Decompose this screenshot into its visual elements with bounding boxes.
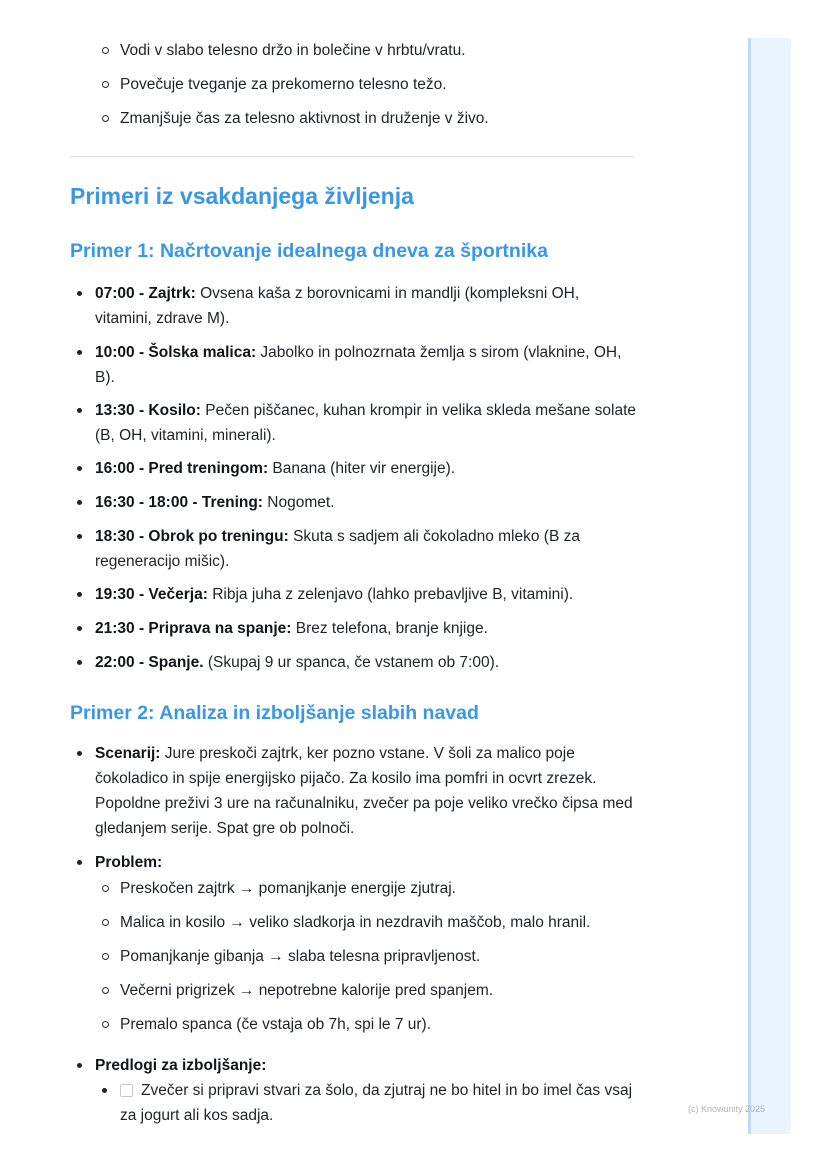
watermark: (c) Knowunity 2025: [688, 1104, 766, 1114]
schedule-item: 13:30 - Kosilo: Pečen piščanec, kuhan krompir in velika skleda mešane solate (B, OH, vitamini, minerali).: [70, 398, 640, 448]
proposal-item: Zvečer si pripravi stvari za šolo, da zjutraj ne bo hitel in bo imel čas vsaj za jogurt ali kos sadja.: [70, 1078, 640, 1128]
schedule-item: 10:00 - Šolska malica: Jabolko in polnozrnata žemlja s sirom (vlaknine, OH, B).: [70, 340, 640, 390]
schedule-item: 22:00 - Spanje. (Skupaj 9 ur spanca, če vstanem ob 7:00).: [70, 650, 640, 675]
scenario-item: Scenarij: Jure preskoči zajtrk, ker pozno vstane. V šoli za malico poje čokoladico in spije energijsko pijačo. Za kosilo ima pomfri in ocvrt zrezek. Popoldne preživi 3 ure na računalniku, zvečer pa poje veliko vrečko čipsa med gledanjem serije. Spat gre ob polnoči.: [70, 741, 640, 841]
list-item: Povečuje tveganje za prekomerno telesno težo.: [70, 72, 640, 97]
schedule-item: 07:00 - Zajtrk: Ovsena kaša z borovnicami in mandlji (kompleksni OH, vitamini, zdrave M).: [70, 281, 640, 331]
schedule-item: 19:30 - Večerja: Ribja juha z zelenjavo (lahko prebavljive B, vitamini).: [70, 582, 640, 607]
checkbox[interactable]: [120, 1084, 133, 1097]
problem-item: Večerni prigrizek → nepotrebne kalorije pred spanjem.: [70, 978, 640, 1003]
example1-title: Primer 1: Načrtovanje idealnega dneva za športnika: [70, 240, 548, 262]
analysis-list: [70, 741, 640, 1128]
divider: [70, 156, 634, 157]
proposals-heading: Predlogi za izboljšanje:: [70, 1053, 640, 1078]
list-item: Zmanjšuje čas za telesno aktivnost in druženje v živo.: [70, 106, 640, 131]
schedule-item: 16:00 - Pred treningom: Banana (hiter vir energije).: [70, 456, 640, 481]
problem-heading: Problem:: [70, 850, 640, 875]
schedule-item: 16:30 - 18:00 - Trening: Nogomet.: [70, 490, 640, 515]
problem-item: Malica in kosilo → veliko sladkorja in nezdravih maščob, malo hranil.: [70, 910, 640, 935]
schedule-item: 18:30 - Obrok po treningu: Skuta s sadjem ali čokoladno mleko (B za regeneracijo mišic).: [70, 524, 640, 574]
list-item: Vodi v slabo telesno držo in bolečine v hrbtu/vratu.: [70, 38, 640, 63]
problem-item: Preskočen zajtrk → pomanjkanje energije zjutraj.: [70, 876, 640, 901]
side-panel: [748, 38, 791, 1134]
schedule-item: 21:30 - Priprava na spanje: Brez telefona, branje knjige.: [70, 616, 640, 641]
problem-item: Pomanjkanje gibanja → slaba telesna pripravljenost.: [70, 944, 640, 969]
example2-title: Primer 2: Analiza in izboljšanje slabih navad: [70, 702, 479, 724]
section-title: Primeri iz vsakdanjega življenja: [70, 183, 414, 209]
top-bullet-list: [70, 38, 640, 131]
schedule-list: [70, 281, 640, 675]
problem-item: Premalo spanca (če vstaja ob 7h, spi le 7 ur).: [70, 1012, 640, 1037]
